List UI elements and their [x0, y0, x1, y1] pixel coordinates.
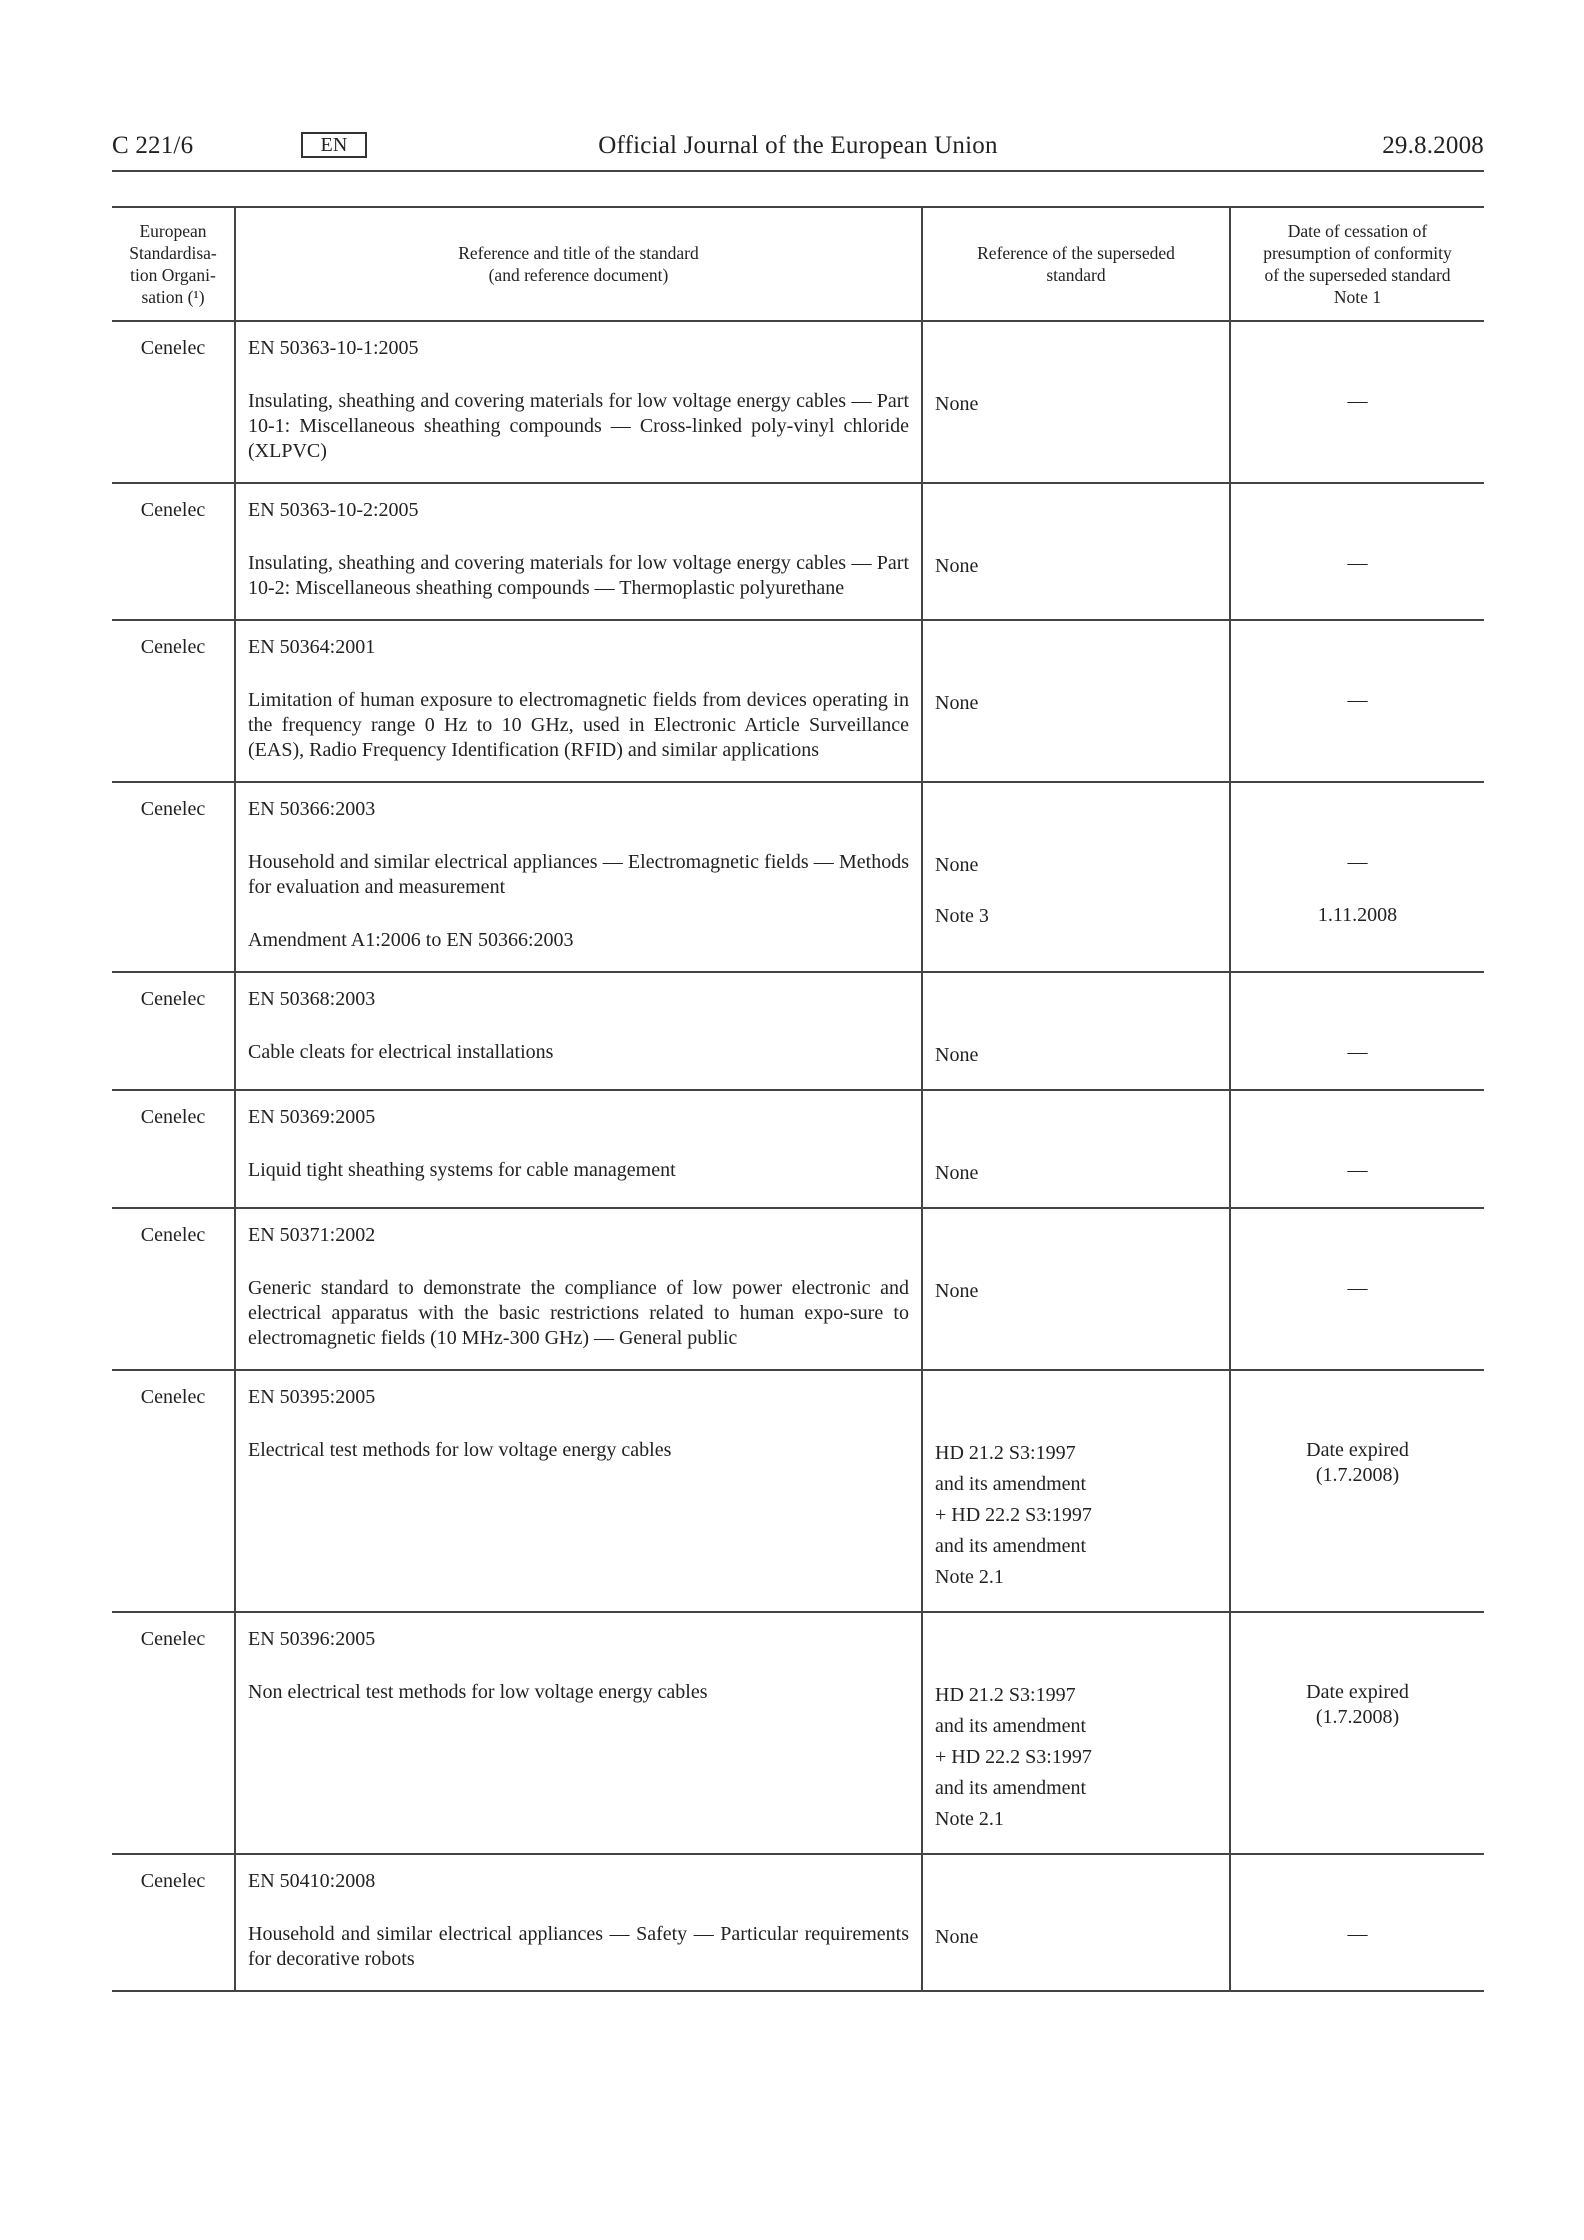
journal-title: Official Journal of the European Union: [598, 132, 998, 159]
page-reference: C 221/6: [112, 132, 194, 159]
superseded-line: + HD 22.2 S3:1997: [935, 1504, 1092, 1526]
superseded-line: HD 21.2 S3:1997: [935, 1684, 1076, 1706]
superseded-standard-cell: [922, 620, 1230, 782]
column-header-cessation-date: Date of cessation of presumption of conformity of the superseded standard Note 1: [1230, 207, 1484, 321]
cessation-date-line: (1.7.2008): [1315, 1706, 1400, 1728]
standard-title: Liquid tight sheathing systems for cable management: [248, 1159, 676, 1181]
amendment-cessation-date: 1.11.2008: [1317, 904, 1398, 926]
superseded-line: None: [935, 555, 979, 577]
standard-title: Insulating, sheathing and covering materials for low voltage energy cables — Part 10-1: Miscellaneous sheathing compounds — Cross-linked poly-vinyl chloride (XLPVC): [248, 390, 909, 462]
amendment-reference: Amendment A1:2006 to EN 50366:2003: [248, 929, 574, 951]
organisation-cell: Cenelec: [112, 1612, 235, 1854]
standard-code: EN 50410:2008: [248, 1870, 376, 1892]
superseded-line: + HD 22.2 S3:1997: [935, 1746, 1092, 1768]
reference-cell: [235, 1090, 922, 1208]
cessation-date-cell: [1230, 1854, 1484, 1991]
standard-title: Household and similar electrical appliances — Electromagnetic fields — Methods for evaluation and measurement: [248, 851, 909, 898]
cessation-date-line: Date expired: [1306, 1439, 1409, 1461]
organisation-cell: Cenelec: [112, 620, 235, 782]
standard-code: EN 50396:2005: [248, 1628, 376, 1650]
organisation-cell: Cenelec: [112, 1854, 235, 1991]
standard-title: Electrical test methods for low voltage energy cables: [248, 1439, 672, 1461]
cessation-date-cell: [1230, 1612, 1484, 1854]
organisation-cell: Cenelec: [112, 782, 235, 972]
superseded-line: None: [935, 393, 979, 415]
reference-cell: [235, 620, 922, 782]
superseded-line: None: [935, 1162, 979, 1184]
cessation-date-line: —: [1347, 1923, 1368, 1945]
organisation-cell: Cenelec: [112, 1090, 235, 1208]
superseded-line: and its amendment: [935, 1777, 1087, 1799]
table-row: [112, 972, 1484, 1090]
standards-table: [112, 206, 1484, 1992]
standard-title: Cable cleats for electrical installations: [248, 1041, 554, 1063]
superseded-line: and its amendment: [935, 1535, 1087, 1557]
table-row: [112, 1854, 1484, 1991]
superseded-standard-cell: [922, 1090, 1230, 1208]
cessation-date-cell: [1230, 972, 1484, 1090]
standard-code: EN 50364:2001: [248, 636, 376, 658]
superseded-standard-cell: [922, 1854, 1230, 1991]
reference-cell: [235, 321, 922, 483]
superseded-line: and its amendment: [935, 1473, 1087, 1495]
cessation-date-line: (1.7.2008): [1315, 1464, 1400, 1486]
reference-cell: [235, 972, 922, 1090]
standard-code: EN 50363-10-1:2005: [248, 337, 419, 359]
cessation-date-line: —: [1347, 552, 1368, 574]
page-header: [112, 128, 1484, 168]
reference-cell: [235, 1612, 922, 1854]
cessation-date-line: —: [1347, 1277, 1368, 1299]
cessation-date-line: —: [1347, 1041, 1368, 1063]
superseded-line: HD 21.2 S3:1997: [935, 1442, 1076, 1464]
table-row: [112, 1370, 1484, 1612]
cessation-date-line: Date expired: [1306, 1681, 1409, 1703]
superseded-standard-cell: [922, 1370, 1230, 1612]
superseded-standard-cell: [922, 972, 1230, 1090]
cessation-date-cell: [1230, 782, 1484, 972]
standard-code: EN 50366:2003: [248, 798, 376, 820]
reference-cell: [235, 1208, 922, 1370]
standard-code: EN 50371:2002: [248, 1224, 376, 1246]
cessation-date-cell: [1230, 1090, 1484, 1208]
header-divider: [112, 170, 1484, 172]
table-header-row: [112, 207, 1484, 321]
organisation-cell: Cenelec: [112, 483, 235, 620]
language-code: EN: [301, 132, 367, 158]
cessation-date-cell: [1230, 1208, 1484, 1370]
organisation-cell: Cenelec: [112, 972, 235, 1090]
reference-cell: [235, 1370, 922, 1612]
standard-code: EN 50395:2005: [248, 1386, 376, 1408]
standard-code: EN 50363-10-2:2005: [248, 499, 419, 521]
table-row: [112, 483, 1484, 620]
cessation-date-line: —: [1347, 390, 1368, 412]
table-body: [112, 321, 1484, 1991]
table-row: [112, 620, 1484, 782]
superseded-standard-cell: [922, 483, 1230, 620]
superseded-line: Note 2.1: [935, 1808, 1004, 1830]
reference-cell: [235, 483, 922, 620]
table-row: [112, 1090, 1484, 1208]
standard-code: EN 50369:2005: [248, 1106, 376, 1128]
standard-code: EN 50368:2003: [248, 988, 376, 1010]
cessation-date-cell: [1230, 1370, 1484, 1612]
superseded-line: None: [935, 1926, 979, 1948]
column-header-organisation: European Standardisa- tion Organi- sation (¹): [112, 207, 235, 321]
reference-cell: [235, 782, 922, 972]
standard-title: Non electrical test methods for low voltage energy cables: [248, 1681, 708, 1703]
table-row: [112, 321, 1484, 483]
standard-title: Generic standard to demonstrate the compliance of low power electronic and electrical apparatus with the basic restrictions related to human expo-sure to electromagnetic fields (10 MHz-300 GHz) — General public: [248, 1277, 909, 1349]
column-header-superseded: Reference of the superseded standard: [922, 207, 1230, 321]
superseded-standard-cell: [922, 321, 1230, 483]
superseded-line: None: [935, 692, 979, 714]
cessation-date-line: —: [1347, 1159, 1368, 1181]
cessation-date-cell: [1230, 321, 1484, 483]
cessation-date-cell: [1230, 483, 1484, 620]
organisation-cell: Cenelec: [112, 1370, 235, 1612]
superseded-standard-cell: [922, 782, 1230, 972]
standard-title: Limitation of human exposure to electromagnetic fields from devices operating in the frequency range 0 Hz to 10 GHz, used in Electronic Article Surveillance (EAS), Radio Frequency Identification (RFID) and similar applications: [248, 689, 909, 761]
table-row: [112, 782, 1484, 972]
publication-date: 29.8.2008: [1382, 132, 1484, 159]
amendment-superseded-note: Note 3: [935, 905, 989, 927]
standard-title: Household and similar electrical appliances — Safety — Particular requirements for decorative robots: [248, 1923, 909, 1970]
superseded-line: Note 2.1: [935, 1566, 1004, 1588]
superseded-standard-cell: [922, 1208, 1230, 1370]
superseded-line: None: [935, 854, 979, 876]
standard-title: Insulating, sheathing and covering materials for low voltage energy cables — Part 10-2: Miscellaneous sheathing compounds — Thermoplastic polyurethane: [248, 552, 909, 599]
cessation-date-line: —: [1347, 689, 1368, 711]
superseded-line: None: [935, 1044, 979, 1066]
table-row: [112, 1612, 1484, 1854]
reference-cell: [235, 1854, 922, 1991]
superseded-line: and its amendment: [935, 1715, 1087, 1737]
cessation-date-cell: [1230, 620, 1484, 782]
cessation-date-line: —: [1347, 851, 1368, 873]
organisation-cell: Cenelec: [112, 321, 235, 483]
superseded-line: None: [935, 1280, 979, 1302]
organisation-cell: Cenelec: [112, 1208, 235, 1370]
table-row: [112, 1208, 1484, 1370]
superseded-standard-cell: [922, 1612, 1230, 1854]
column-header-reference: Reference and title of the standard (and reference document): [235, 207, 922, 321]
